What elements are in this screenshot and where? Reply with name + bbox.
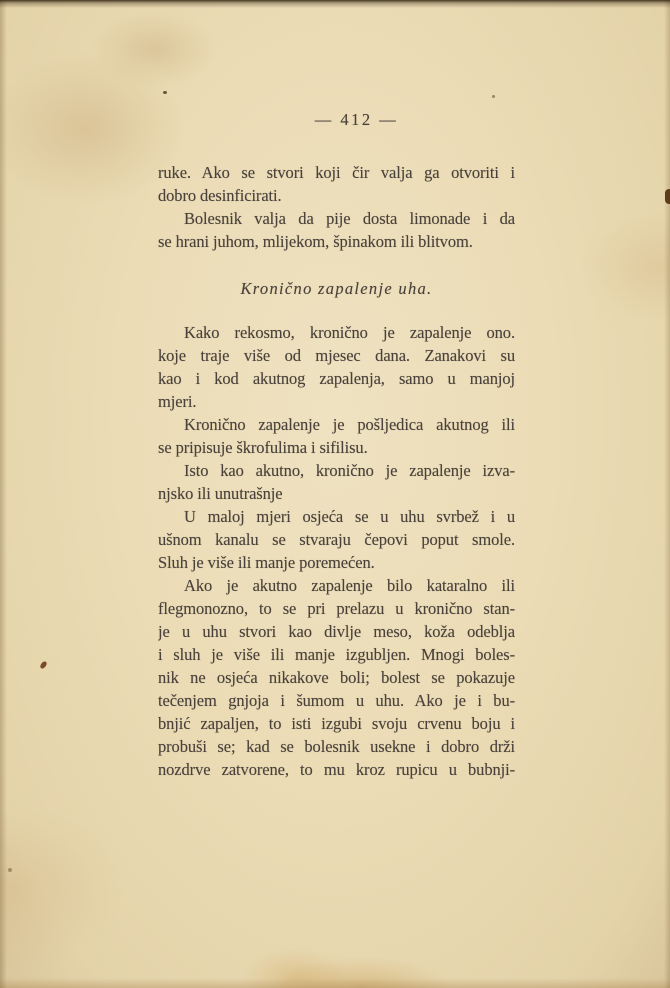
text-line: se hrani juhom, mlijekom, špinakom ili blitvom. xyxy=(158,232,473,251)
text-line: Kako rekosmo, kronično je zapalenje ono. xyxy=(184,323,515,342)
paragraph xyxy=(158,207,515,253)
paragraph xyxy=(158,505,515,574)
paragraph xyxy=(158,321,515,413)
text-line: je u uhu stvori kao divlje meso, koža odeblja xyxy=(158,622,515,641)
page-number: — 412 — xyxy=(314,110,399,129)
text-line: se pripisuje škrofulima i sifilisu. xyxy=(158,438,368,457)
text-line: probuši se; kad se bolesnik usekne i dobro drži xyxy=(158,737,515,756)
ink-fleck xyxy=(39,660,48,669)
text-line: koje traje više od mjesec dana. Zanakovi su xyxy=(158,346,515,365)
section-heading: Kronično zapalenje uha. xyxy=(240,279,433,298)
text-line: kao i kod akutnog zapalenja, samo u manjoj xyxy=(158,369,515,388)
text-line: dobro desinficirati. xyxy=(158,186,282,205)
paragraph xyxy=(158,413,515,459)
text-line: bnjić zapaljen, to isti izgubi svoju crvenu boju i xyxy=(158,714,515,733)
text-line: U maloj mjeri osjeća se u uhu svrbež i u xyxy=(184,507,515,526)
paper-speck xyxy=(492,95,495,98)
paragraph xyxy=(158,459,515,505)
text-line: flegmonozno, to se pri prelazu u kronično stan- xyxy=(158,599,515,618)
text-line: mjeri. xyxy=(158,392,197,411)
text-line: ušnom kanalu se stvaraju čepovi poput smole. xyxy=(158,530,515,549)
text-line: nozdrve zatvorene, to mu kroz rupicu u bubnji- xyxy=(158,760,515,779)
text-line: Ako je akutno zapalenje bilo kataralno ili xyxy=(184,576,515,595)
text-line: Sluh je više ili manje poremećen. xyxy=(158,553,375,572)
text-line: i sluh je više ili manje izgubljen. Mnogi boles- xyxy=(158,645,515,664)
paper-speck xyxy=(8,868,12,872)
text-line: Kronično zapalenje je pošljedica akutnog ili xyxy=(184,415,515,434)
text-line: ruke. Ako se stvori koji čir valja ga otvoriti i xyxy=(158,163,515,182)
paragraph xyxy=(158,574,515,781)
paper-speck xyxy=(163,91,167,94)
text-line: njsko ili unutrašnje xyxy=(158,484,283,503)
page-edge-nick xyxy=(665,189,670,204)
text-line: tečenjem gnjoja i šumom u uhu. Ako je i bu- xyxy=(158,691,515,710)
page-text xyxy=(158,161,515,781)
text-line: nik ne osjeća nikakove boli; bolest se pokazuje xyxy=(158,668,515,687)
text-line: Isto kao akutno, kronično je zapalenje izva- xyxy=(184,461,515,480)
text-line: Bolesnik valja da pije dosta limonade i da xyxy=(184,209,515,228)
paragraph xyxy=(158,161,515,207)
